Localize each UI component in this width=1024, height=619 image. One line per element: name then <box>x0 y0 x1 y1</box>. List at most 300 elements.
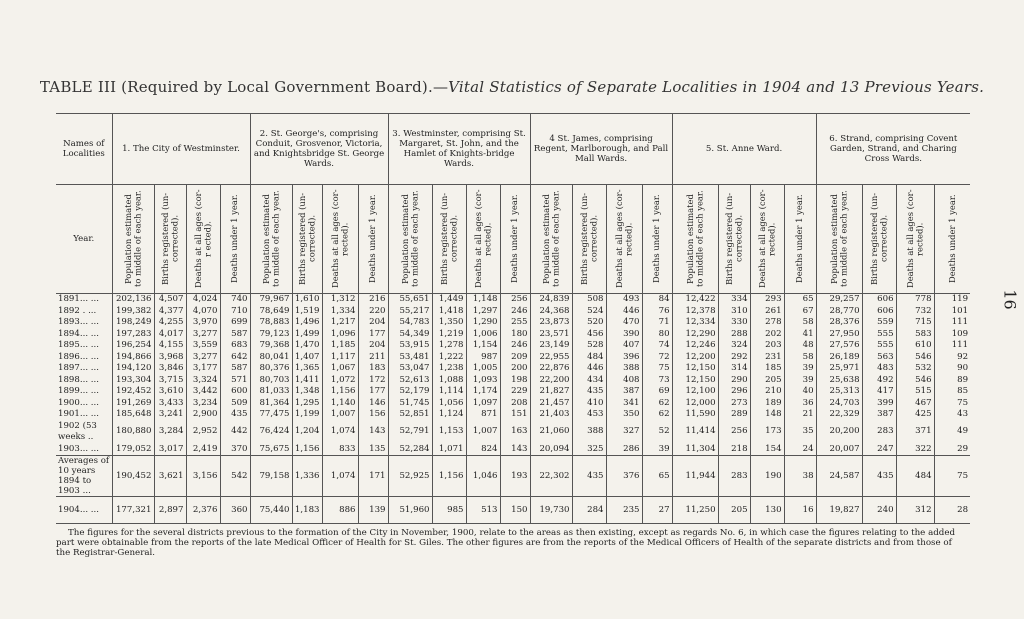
value-cell: 284 <box>572 497 606 524</box>
value-cell: 3,156 <box>186 456 220 497</box>
column-header-row <box>56 185 970 294</box>
value-cell: 81,364 <box>250 398 292 410</box>
value-cell: 196,254 <box>112 340 154 352</box>
value-cell: 778 <box>896 294 934 306</box>
value-cell: 21,060 <box>530 421 572 444</box>
value-cell: 109 <box>934 329 970 341</box>
value-cell: 555 <box>862 329 896 341</box>
value-cell: 79,967 <box>250 294 292 306</box>
value-cell: 84 <box>642 294 672 306</box>
value-cell: 38 <box>784 456 816 497</box>
value-cell: 235 <box>606 497 642 524</box>
value-cell: 65 <box>784 294 816 306</box>
value-cell: 220 <box>358 306 388 318</box>
value-cell: 407 <box>606 340 642 352</box>
column-header <box>112 185 154 294</box>
value-cell: 12,000 <box>672 398 718 410</box>
value-cell: 11,250 <box>672 497 718 524</box>
value-cell: 21,403 <box>530 409 572 421</box>
value-cell: 446 <box>572 363 606 375</box>
value-cell: 3,277 <box>186 329 220 341</box>
value-cell: 371 <box>896 421 934 444</box>
value-cell: 1,334 <box>322 306 358 318</box>
column-header <box>250 185 292 294</box>
column-header-label: Deaths at all ages (cor-rected). <box>904 189 925 289</box>
value-cell: 3,324 <box>186 375 220 387</box>
value-cell: 600 <box>220 386 250 398</box>
year-cell: 1904... ... <box>56 497 112 524</box>
value-cell: 408 <box>606 375 642 387</box>
value-cell: 199,382 <box>112 306 154 318</box>
value-cell: 202,136 <box>112 294 154 306</box>
value-cell: 886 <box>322 497 358 524</box>
value-cell: 1,336 <box>292 456 322 497</box>
value-cell: 11,304 <box>672 444 718 456</box>
value-cell: 12,150 <box>672 375 718 387</box>
value-cell: 204 <box>358 340 388 352</box>
value-cell: 55,217 <box>388 306 432 318</box>
value-cell: 198 <box>500 375 530 387</box>
value-cell: 85 <box>934 386 970 398</box>
value-cell: 39 <box>784 363 816 375</box>
footnote: The figures for the several districts previous to the formation of the City in November, 1900, relate to the areas as then existing, except as regards No. 6, in which case the figures relating to the added part were obtainable from the reports of the late Medical Officer of Health for St. Giles. The other figures are from the reports of the Medical Officers of Health of the separate districts and from those of the Registrar-General. <box>56 528 956 558</box>
value-cell: 21,457 <box>530 398 572 410</box>
value-cell: 3,433 <box>154 398 186 410</box>
column-header <box>466 185 500 294</box>
value-cell: 26,189 <box>816 352 862 364</box>
value-cell: 453 <box>572 409 606 421</box>
value-cell: 1,174 <box>466 386 500 398</box>
value-cell: 177,321 <box>112 497 154 524</box>
value-cell: 3,621 <box>154 456 186 497</box>
value-cell: 51,745 <box>388 398 432 410</box>
value-cell: 62 <box>642 409 672 421</box>
year-cell: 1902 (53 weeks .. <box>58 420 97 442</box>
value-cell: 1,297 <box>466 306 500 318</box>
value-cell: 12,378 <box>672 306 718 318</box>
value-cell: 388 <box>606 363 642 375</box>
year-cell: 1891... ... <box>58 294 99 304</box>
value-cell: 292 <box>718 352 750 364</box>
table-row <box>56 375 970 387</box>
value-cell: 77,475 <box>250 409 292 421</box>
column-header <box>606 185 642 294</box>
value-cell: 156 <box>358 409 388 421</box>
value-cell: 20,007 <box>816 444 862 456</box>
value-cell: 53,915 <box>388 340 432 352</box>
value-cell: 75,440 <box>250 497 292 524</box>
value-cell: 20,094 <box>530 444 572 456</box>
table-title: TABLE III (Required by Local Government Board).—Vital Statistics of Separate Localities in 1904 and 13 Previous Years. <box>39 78 985 96</box>
names-of-localities-label: Names of Localities <box>56 114 112 185</box>
vital-statistics-table <box>56 113 970 524</box>
column-header-label: Population estimated to middle of each year. <box>684 190 705 288</box>
value-cell: 520 <box>572 317 606 329</box>
value-cell: 484 <box>896 456 934 497</box>
value-cell: 1,185 <box>322 340 358 352</box>
value-cell: 606 <box>862 294 896 306</box>
value-cell: 51,960 <box>388 497 432 524</box>
value-cell: 1,312 <box>322 294 358 306</box>
value-cell: 247 <box>862 444 896 456</box>
value-cell: 3,442 <box>186 386 220 398</box>
value-cell: 2,897 <box>154 497 186 524</box>
value-cell: 197,283 <box>112 329 154 341</box>
value-cell: 71 <box>642 317 672 329</box>
value-cell: 293 <box>750 294 784 306</box>
value-cell: 54,349 <box>388 329 432 341</box>
value-cell: 3,017 <box>154 444 186 456</box>
value-cell: 493 <box>606 294 642 306</box>
value-cell: 21,827 <box>530 386 572 398</box>
value-cell: 1,365 <box>292 363 322 375</box>
column-header-label: Population estimated to middle of each year. <box>540 190 561 288</box>
value-cell: 642 <box>220 352 250 364</box>
column-header-label: Deaths at all ages (cor-rected). <box>329 189 350 289</box>
value-cell: 387 <box>862 409 896 421</box>
value-cell: 211 <box>358 352 388 364</box>
value-cell: 435 <box>862 456 896 497</box>
value-cell: 1,519 <box>292 306 322 318</box>
value-cell: 1,183 <box>292 497 322 524</box>
value-cell: 24,587 <box>816 456 862 497</box>
value-cell: 148 <box>750 409 784 421</box>
value-cell: 200 <box>500 363 530 375</box>
value-cell: 278 <box>750 317 784 329</box>
value-cell: 20,200 <box>816 421 862 444</box>
locality-header: 3. Westminster, comprising St. Margaret, St. John, and the Hamlet of Knights-bridge Wards. <box>388 114 530 185</box>
value-cell: 1,219 <box>432 329 466 341</box>
value-cell: 22,876 <box>530 363 572 375</box>
value-cell: 3,559 <box>186 340 220 352</box>
value-cell: 1,496 <box>292 317 322 329</box>
value-cell: 606 <box>862 306 896 318</box>
value-cell: 732 <box>896 306 934 318</box>
value-cell: 12,422 <box>672 294 718 306</box>
table-row <box>56 352 970 364</box>
value-cell: 446 <box>606 306 642 318</box>
value-cell: 330 <box>718 317 750 329</box>
column-header <box>572 185 606 294</box>
value-cell: 985 <box>432 497 466 524</box>
value-cell: 3,234 <box>186 398 220 410</box>
column-header-label: Deaths under 1 year. <box>651 194 662 284</box>
value-cell: 90 <box>934 363 970 375</box>
year-cell: 1896... ... <box>58 351 99 362</box>
value-cell: 1,093 <box>466 375 500 387</box>
value-cell: 12,150 <box>672 363 718 375</box>
value-cell: 75 <box>934 456 970 497</box>
value-cell: 4,024 <box>186 294 220 306</box>
value-cell: 1,418 <box>432 306 466 318</box>
value-cell: 23,571 <box>530 329 572 341</box>
value-cell: 21 <box>784 409 816 421</box>
value-cell: 79,368 <box>250 340 292 352</box>
value-cell: 80 <box>642 329 672 341</box>
value-cell: 172 <box>358 375 388 387</box>
year-cell: 1898... ... <box>58 374 99 385</box>
value-cell: 52,851 <box>388 409 432 421</box>
value-cell: 209 <box>500 352 530 364</box>
value-cell: 2,376 <box>186 497 220 524</box>
value-cell: 871 <box>466 409 500 421</box>
value-cell: 1,097 <box>466 398 500 410</box>
column-header-label: Deaths under 1 year. <box>794 194 805 284</box>
table-row <box>56 456 970 497</box>
value-cell: 246 <box>500 340 530 352</box>
value-cell: 3,610 <box>154 386 186 398</box>
value-cell: 75 <box>642 363 672 375</box>
value-cell: 1,290 <box>466 317 500 329</box>
value-cell: 39 <box>642 444 672 456</box>
value-cell: 3,241 <box>154 409 186 421</box>
value-cell: 1,005 <box>466 363 500 375</box>
column-header <box>784 185 816 294</box>
value-cell: 12,290 <box>672 329 718 341</box>
value-cell: 191,269 <box>112 398 154 410</box>
column-header-label: Population estimated to middle of each year. <box>122 190 142 288</box>
value-cell: 255 <box>500 317 530 329</box>
value-cell: 341 <box>606 398 642 410</box>
value-cell: 74 <box>642 340 672 352</box>
value-cell: 143 <box>500 444 530 456</box>
locality-header-row <box>56 114 970 185</box>
value-cell: 39 <box>784 375 816 387</box>
value-cell: 173 <box>750 421 784 444</box>
value-cell: 587 <box>220 329 250 341</box>
value-cell: 193,304 <box>112 375 154 387</box>
value-cell: 273 <box>718 398 750 410</box>
table-row <box>56 329 970 341</box>
year-cell: 1893... ... <box>58 317 99 327</box>
value-cell: 483 <box>862 363 896 375</box>
value-cell: 229 <box>500 386 530 398</box>
column-header-label: Population estimated to middle of each year. <box>399 190 420 288</box>
value-cell: 1,074 <box>322 421 358 444</box>
year-cell: 1897... ... <box>58 363 99 373</box>
value-cell: 28,376 <box>816 317 862 329</box>
value-cell: 216 <box>358 294 388 306</box>
column-header-label: Deaths at all ages (cor-rected). <box>756 189 777 289</box>
value-cell: 1,350 <box>432 317 466 329</box>
year-cell: 1895... ... <box>58 340 99 350</box>
value-cell: 583 <box>896 329 934 341</box>
value-cell: 324 <box>718 340 750 352</box>
value-cell: 11,414 <box>672 421 718 444</box>
value-cell: 130 <box>750 497 784 524</box>
column-header-label: Deaths under 1 year. <box>229 194 240 284</box>
value-cell: 542 <box>220 456 250 497</box>
value-cell: 185,648 <box>112 409 154 421</box>
value-cell: 1,007 <box>322 409 358 421</box>
value-cell: 2,900 <box>186 409 220 421</box>
value-cell: 67 <box>784 306 816 318</box>
value-cell: 194,866 <box>112 352 154 364</box>
value-cell: 1,154 <box>466 340 500 352</box>
value-cell: 75 <box>934 398 970 410</box>
value-cell: 24 <box>784 444 816 456</box>
value-cell: 3,968 <box>154 352 186 364</box>
value-cell: 484 <box>572 352 606 364</box>
value-cell: 205 <box>718 497 750 524</box>
value-cell: 25,638 <box>816 375 862 387</box>
value-cell: 3,177 <box>186 363 220 375</box>
value-cell: 442 <box>220 421 250 444</box>
value-cell: 563 <box>862 352 896 364</box>
value-cell: 76 <box>642 306 672 318</box>
value-cell: 151 <box>500 409 530 421</box>
value-cell: 58 <box>784 352 816 364</box>
value-cell: 89 <box>934 375 970 387</box>
value-cell: 24,368 <box>530 306 572 318</box>
table-row <box>56 409 970 421</box>
value-cell: 470 <box>606 317 642 329</box>
value-cell: 390 <box>606 329 642 341</box>
value-cell: 528 <box>572 340 606 352</box>
value-cell: 1,295 <box>292 398 322 410</box>
value-cell: 78,649 <box>250 306 292 318</box>
column-header <box>292 185 322 294</box>
year-cell: Averages of 10 years 1894 to 1903 ... <box>56 456 112 497</box>
table-row <box>56 294 970 306</box>
value-cell: 43 <box>934 409 970 421</box>
table-row <box>56 306 970 318</box>
value-cell: 146 <box>358 398 388 410</box>
value-cell: 571 <box>220 375 250 387</box>
column-header-label: Deaths at all ages (cor-r ected). <box>192 189 212 289</box>
column-header <box>322 185 358 294</box>
value-cell: 12,200 <box>672 352 718 364</box>
value-cell: 1,610 <box>292 294 322 306</box>
value-cell: 198,249 <box>112 317 154 329</box>
value-cell: 72 <box>642 352 672 364</box>
value-cell: 425 <box>896 409 934 421</box>
value-cell: 283 <box>862 421 896 444</box>
value-cell: 58 <box>784 317 816 329</box>
year-cell: 1903... ... <box>58 443 99 454</box>
table-row <box>56 340 970 352</box>
value-cell: 360 <box>220 497 250 524</box>
year-cell: 1900... ... <box>58 397 99 408</box>
locality-header: 5. St. Anne Ward. <box>672 114 816 185</box>
value-cell: 515 <box>896 386 934 398</box>
value-cell: 53,481 <box>388 352 432 364</box>
value-cell: 65 <box>642 456 672 497</box>
table-body <box>56 294 970 456</box>
value-cell: 52,613 <box>388 375 432 387</box>
value-cell: 192,452 <box>112 386 154 398</box>
value-cell: 52,925 <box>388 456 432 497</box>
value-cell: 1,072 <box>322 375 358 387</box>
column-header <box>220 185 250 294</box>
value-cell: 180,880 <box>112 421 154 444</box>
value-cell: 3,277 <box>186 352 220 364</box>
value-cell: 2,952 <box>186 421 220 444</box>
value-cell: 24,839 <box>530 294 572 306</box>
value-cell: 296 <box>718 386 750 398</box>
value-cell: 261 <box>750 306 784 318</box>
value-cell: 1,114 <box>432 386 466 398</box>
value-cell: 1,278 <box>432 340 466 352</box>
value-cell: 218 <box>718 444 750 456</box>
value-cell: 143 <box>358 421 388 444</box>
value-cell: 135 <box>358 444 388 456</box>
value-cell: 350 <box>606 409 642 421</box>
value-cell: 40 <box>784 386 816 398</box>
value-cell: 240 <box>862 497 896 524</box>
value-cell: 1,046 <box>466 456 500 497</box>
value-cell: 190,452 <box>112 456 154 497</box>
table-row <box>56 363 970 375</box>
value-cell: 492 <box>862 375 896 387</box>
value-cell: 376 <box>606 456 642 497</box>
value-cell: 987 <box>466 352 500 364</box>
value-cell: 12,100 <box>672 386 718 398</box>
value-cell: 27,576 <box>816 340 862 352</box>
value-cell: 327 <box>606 421 642 444</box>
column-header-label: Births registered (un-corrected). <box>159 192 179 286</box>
table-row <box>56 421 970 444</box>
value-cell: 3,970 <box>186 317 220 329</box>
value-cell: 4,017 <box>154 329 186 341</box>
year-cell: 1892 . ... <box>58 305 97 316</box>
column-header-label: Births registered (un-corrected). <box>438 192 459 286</box>
value-cell: 23,873 <box>530 317 572 329</box>
column-header <box>934 185 970 294</box>
value-cell: 80,376 <box>250 363 292 375</box>
value-cell: 202 <box>750 329 784 341</box>
column-header <box>750 185 784 294</box>
value-cell: 435 <box>572 456 606 497</box>
value-cell: 111 <box>934 317 970 329</box>
table-row <box>56 398 970 410</box>
value-cell: 177 <box>358 329 388 341</box>
column-header-label: Deaths at all ages (cor-rected). <box>613 189 634 289</box>
value-cell: 49 <box>934 421 970 444</box>
value-cell: 210 <box>750 386 784 398</box>
value-cell: 1,096 <box>322 329 358 341</box>
value-cell: 559 <box>862 317 896 329</box>
value-cell: 370 <box>220 444 250 456</box>
value-cell: 22,302 <box>530 456 572 497</box>
value-cell: 467 <box>896 398 934 410</box>
value-cell: 62 <box>642 398 672 410</box>
column-header <box>500 185 530 294</box>
value-cell: 824 <box>466 444 500 456</box>
value-cell: 387 <box>606 386 642 398</box>
column-header <box>186 185 220 294</box>
value-cell: 699 <box>220 317 250 329</box>
value-cell: 546 <box>896 375 934 387</box>
value-cell: 190 <box>750 456 784 497</box>
value-cell: 1,204 <box>292 421 322 444</box>
value-cell: 1,470 <box>292 340 322 352</box>
table-row <box>56 386 970 398</box>
value-cell: 1,007 <box>466 421 500 444</box>
value-cell: 1,071 <box>432 444 466 456</box>
column-header <box>718 185 750 294</box>
column-header <box>530 185 572 294</box>
value-cell: 55,651 <box>388 294 432 306</box>
column-header-label: Deaths under 1 year. <box>946 194 957 284</box>
value-cell: 610 <box>896 340 934 352</box>
value-cell: 54,783 <box>388 317 432 329</box>
table-row <box>56 497 970 524</box>
value-cell: 22,200 <box>530 375 572 387</box>
value-cell: 79,158 <box>250 456 292 497</box>
value-cell: 1,449 <box>432 294 466 306</box>
value-cell: 288 <box>718 329 750 341</box>
